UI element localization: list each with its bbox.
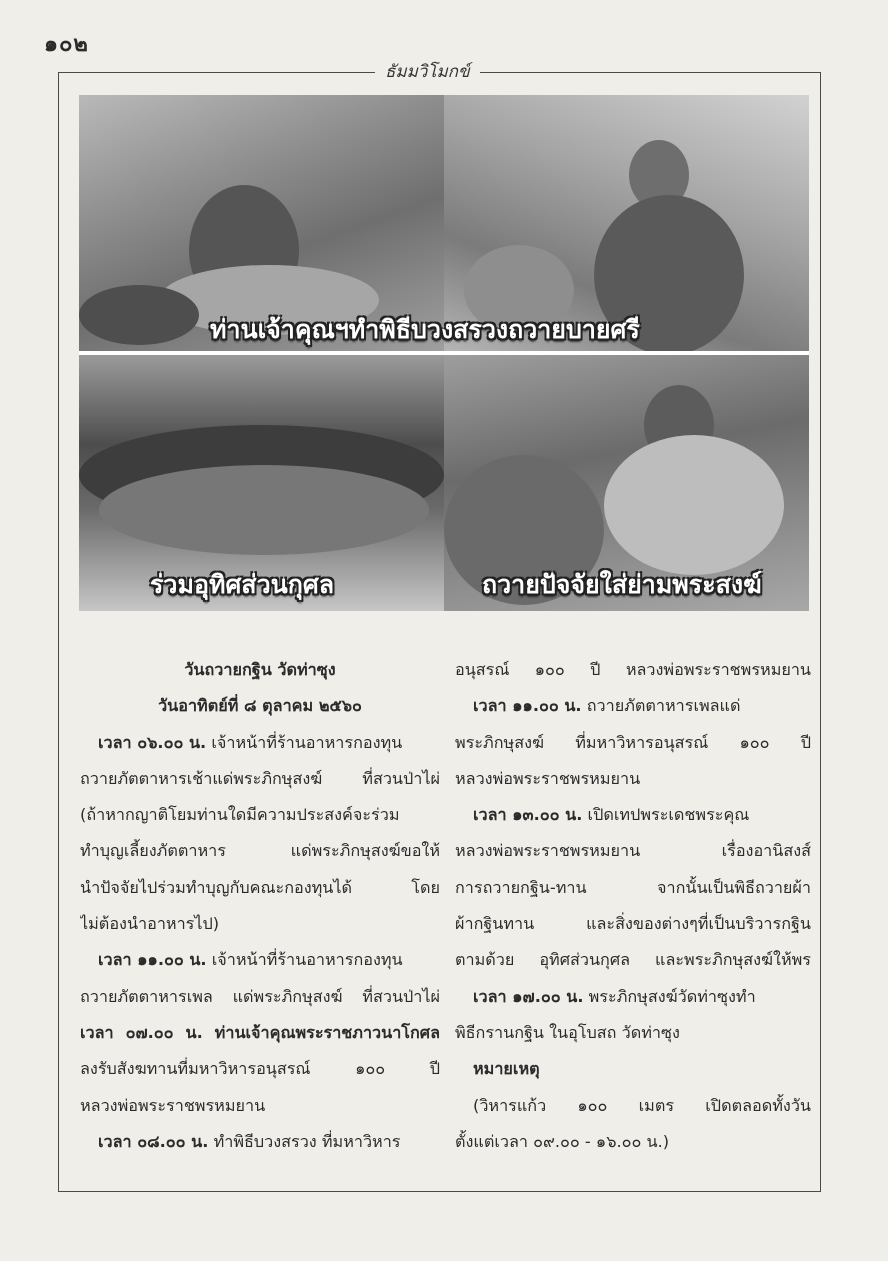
schedule-item-0600: เวลา ๐๖.๐๐ น. เจ้าหน้าที่ร้านอาหารกองทุน (98, 732, 403, 752)
text-line: ไม่ต้องนำอาหารไป) (80, 914, 220, 934)
text-line: การถวายกฐิน-ทาน จากนั้นเป็นพิธีถวายผ้า (455, 877, 811, 897)
schedule-item-1700: เวลา ๑๗.๐๐ น. พระภิกษุสงฆ์วัดท่าซุงทำ (473, 986, 756, 1006)
text-line: ตามด้วย อุทิศส่วนกุศล และพระภิกษุสงฆ์ให้พร (455, 950, 811, 970)
article-column-right (455, 652, 811, 1160)
photo-caption-bottom-right: ถวายปัจจัยใส่ย่ามพระสงฆ์ (482, 570, 762, 599)
text-line: อนุสรณ์ ๑๐๐ ปี หลวงพ่อพระราชพรหมยาน (455, 660, 811, 679)
schedule-item-1100-monks: เวลา ๑๑.๐๐ น. ถวายภัตตาหารเพลแด่ (473, 696, 741, 716)
text-line: พิธีกรานกฐิน ในอุโบสถ วัดท่าซุง (455, 1022, 680, 1042)
article-column-left (80, 652, 440, 1160)
time-label: เวลา ๑๑.๐๐ น. (473, 696, 582, 716)
schedule-item-1100-fund: เวลา ๑๑.๐๐ น. เจ้าหน้าที่ร้านอาหารกองทุน (98, 950, 403, 970)
text-line: ผ้ากฐินทาน และสิ่งของต่างๆที่เป็นบริวารกฐิน (455, 914, 811, 934)
photo-caption-top: ท่านเจ้าคุณฯทำพิธีบวงสรวงถวายบายศรี (210, 315, 640, 344)
article-date: วันอาทิตย์ที่ ๘ ตุลาคม ๒๕๖๐ (158, 696, 362, 716)
text-line: นำปัจจัยไปร่วมทำบุญกับคณะกองทุนได้ โดย (80, 877, 440, 897)
photo-caption-bottom-left: ร่วมอุทิศส่วนกุศล (150, 570, 335, 599)
time-label: เวลา ๑๓.๐๐ น. (473, 805, 583, 825)
schedule-item-0700: เวลา ๐๗.๐๐ น. ท่านเจ้าคุณพระราชภาวนาโกศล (80, 1022, 440, 1042)
note-line: (วิหารแก้ว ๑๐๐ เมตร เปิดตลอดทั้งวัน (473, 1095, 811, 1115)
page-number: ๑๐๒ (44, 32, 89, 57)
time-label: เวลา ๐๖.๐๐ น. (98, 732, 207, 752)
text-line: หลวงพ่อพระราชพรหมยาน (455, 768, 641, 788)
text-line: หลวงพ่อพระราชพรหมยาน เรื่องอานิสงส์ (455, 841, 811, 861)
time-label: เวลา ๑๑.๐๐ น. (98, 950, 207, 970)
note-heading: หมายเหตุ (473, 1059, 540, 1079)
photo-collage (79, 95, 809, 611)
text-line: ถวายภัตตาหารเพล แด่พระภิกษุสงฆ์ ที่สวนป่าไผ่ (80, 986, 440, 1006)
time-label: เวลา ๑๗.๐๐ น. (473, 986, 584, 1006)
text-line: ทำบุญเลี้ยงภัตตาหาร แด่พระภิกษุสงฆ์ขอให้ (80, 841, 440, 861)
text-line: พระภิกษุสงฆ์ ที่มหาวิหารอนุสรณ์ ๑๐๐ ปี (455, 732, 811, 752)
time-label: เวลา ๐๘.๐๐ น. (98, 1131, 209, 1151)
text-line: ลงรับสังฆทานที่มหาวิหารอนุสรณ์ ๑๐๐ ปี (80, 1059, 440, 1079)
note-line: ตั้งแต่เวลา ๐๙.๐๐ - ๑๖.๐๐ น.) (455, 1131, 670, 1151)
running-title: ธัมมวิโมกข์ (375, 58, 480, 85)
article-title: วันถวายกฐิน วัดท่าซุง (184, 660, 336, 679)
schedule-item-0800: เวลา ๐๘.๐๐ น. ทำพิธีบวงสรวง ที่มหาวิหาร (98, 1131, 401, 1151)
text-line: (ถ้าหากญาติโยมท่านใดมีความประสงค์จะร่วม (80, 805, 400, 825)
schedule-item-1300: เวลา ๑๓.๐๐ น. เปิดเทปพระเดชพระคุณ (473, 805, 750, 825)
text-line: หลวงพ่อพระราชพรหมยาน (80, 1095, 266, 1115)
text-line: ถวายภัตตาหารเช้าแด่พระภิกษุสงฆ์ ที่สวนป่าไผ่ (80, 768, 440, 788)
